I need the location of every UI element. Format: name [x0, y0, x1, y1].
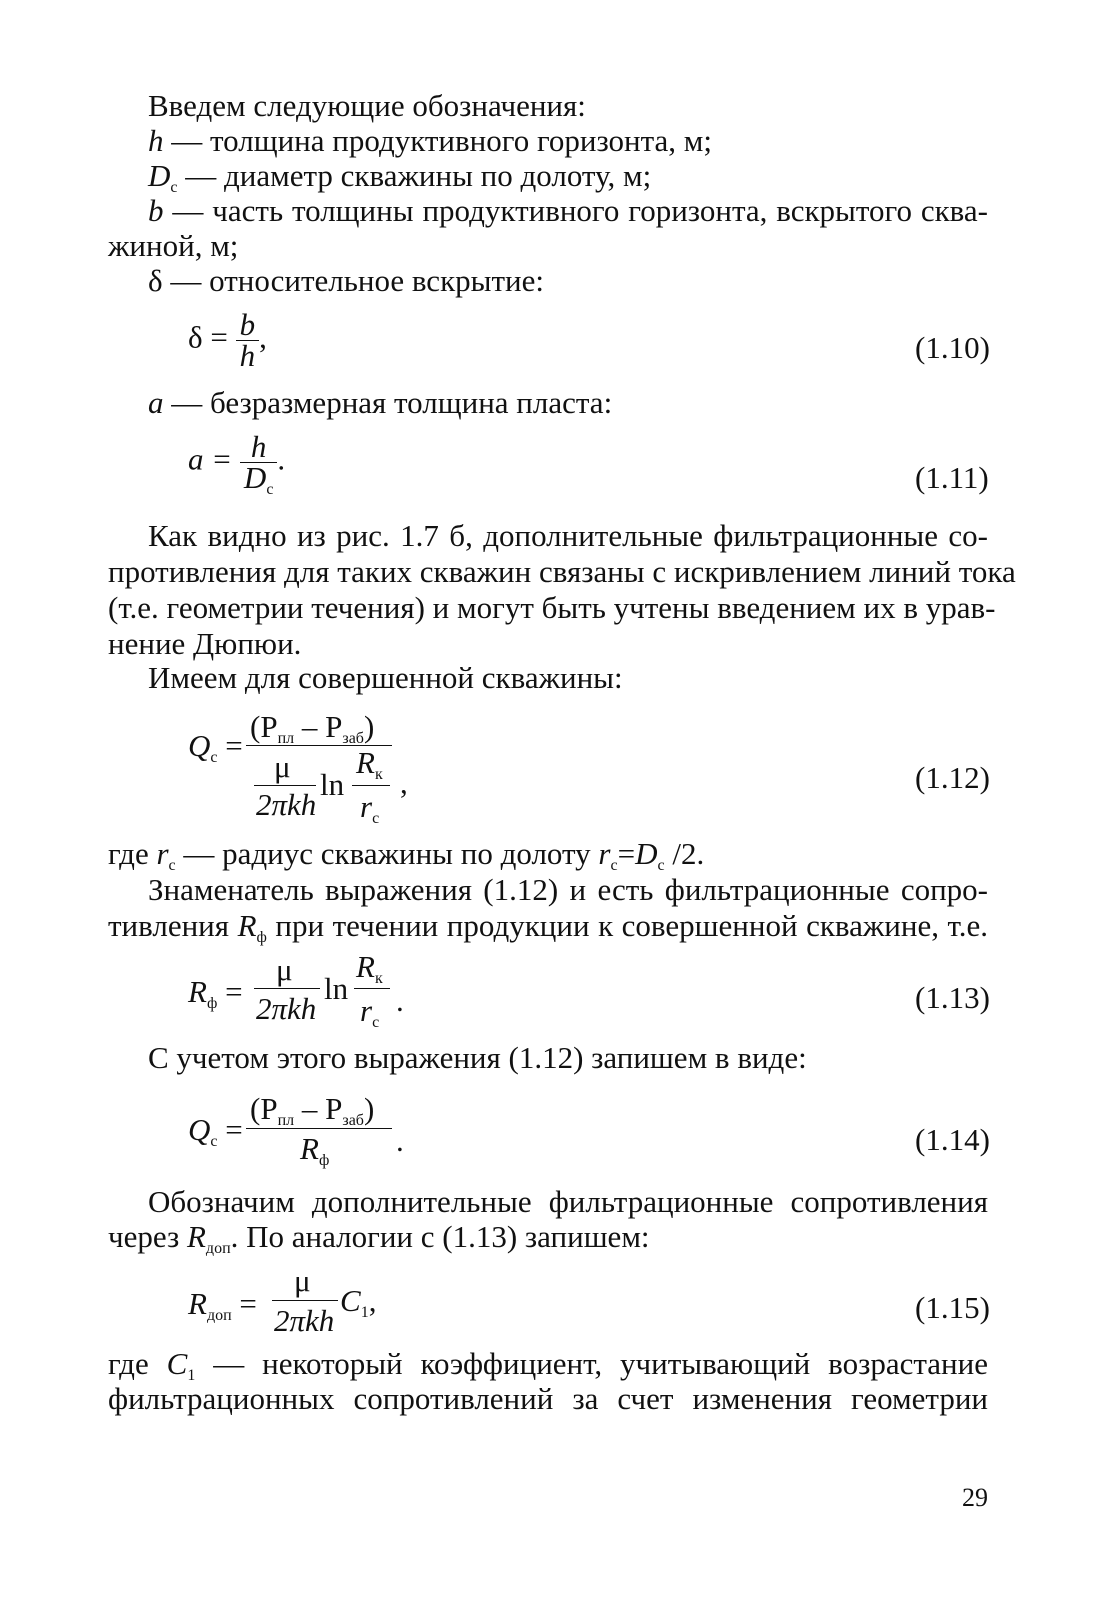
equation-number-1-15: (1.15) — [915, 1290, 990, 1325]
definition-a-text: — безразмерная толщина пласта: — [163, 385, 613, 420]
equation-1-11 — [188, 429, 286, 498]
paragraph-2: Имеем для совершенной скважины: — [148, 660, 623, 695]
eq113-2pikh: 2πkh — [256, 991, 317, 1026]
eq111-fraction — [240, 429, 278, 498]
definition-b-text-1: — часть толщины продуктивного горизонта, вскрытого сква- — [163, 193, 988, 228]
paragraph-5-line-2: через $R_{доп}$. По аналогии с (1.13) запишем: — [108, 1219, 650, 1257]
eq115-mu: μ — [294, 1263, 311, 1298]
eq113-rc: $r_c$ — [360, 993, 380, 1031]
equation-number-1-10: (1.10) — [915, 330, 990, 365]
paragraph-1-line-3: (т.е. геометрии течения) и могут быть учтены введением их в урав- — [108, 590, 996, 625]
eq113-ln: ln — [324, 971, 349, 1006]
symbol-dc-sub: с — [170, 179, 178, 196]
eq114-lhs: $Q_c$ = — [188, 1112, 243, 1150]
intro-line: Введем следующие обозначения: — [148, 88, 586, 123]
eq112-rc: $r_c$ — [360, 789, 380, 827]
eq113-rk: $R_к$ — [356, 949, 383, 987]
definition-delta: δ — относительное вскрытие: — [148, 263, 544, 298]
eq112-rk: $R_к$ — [356, 745, 383, 783]
paragraph-3-line-2: тивления $R_ф$ при течении продукции к совершенной скважине, т.е. — [108, 908, 988, 946]
equation-number-1-14: (1.14) — [915, 1122, 990, 1157]
eq112-tail: , — [400, 765, 408, 800]
equation-number-1-11: (1.11) — [915, 460, 989, 495]
paragraph-5-line-1: Обозначим дополнительные фильтрационные сопротивления — [148, 1184, 988, 1219]
eq111-lhs: a = — [188, 441, 233, 477]
symbol-b: b — [148, 193, 164, 228]
paragraph-6-line-2: фильтрационных сопротивлений за счет изменения геометрии — [108, 1381, 988, 1416]
eq112-numerator: $(P_{пл} - P_{заб})$ — [250, 709, 375, 747]
definition-h — [148, 123, 712, 159]
eq113-tail: . — [396, 983, 404, 1018]
eq115-lhs: $R_{доп}$ = — [188, 1286, 257, 1324]
definition-dc — [148, 158, 651, 194]
eq110-fraction — [236, 307, 260, 373]
eq111-tail: . — [277, 441, 286, 477]
eq112-2pikh: 2πkh — [256, 787, 317, 822]
eq112-mu-bar — [254, 785, 316, 786]
paragraph-1-line-2: противления для таких скважин связаны с искривлением линий тока — [108, 554, 1016, 589]
eq115-c: $C_1$, — [340, 1283, 377, 1321]
eq113-lhs: $R_ф$ = — [188, 974, 243, 1012]
paragraph-6-line-1: где $C_1$ — некоторый коэффициент, учитывающий возрастание — [108, 1346, 988, 1384]
eq112-mu: μ — [274, 749, 291, 784]
definition-dc-text: — диаметр скважины по долоту, м; — [177, 158, 652, 193]
eq112-lhs: $Q_c$ = — [188, 728, 243, 766]
symbol-h: h — [148, 123, 164, 158]
eq110-tail: , — [259, 319, 267, 355]
equation-number-1-13: (1.13) — [915, 980, 990, 1015]
eq110-denominator: h — [239, 338, 256, 373]
symbol-a: a — [148, 385, 164, 420]
eq115-bar — [272, 1300, 338, 1301]
eq110-lhs: δ = — [188, 319, 228, 355]
symbol-dc: D — [148, 158, 171, 193]
eq113-r-bar — [354, 988, 390, 989]
eq114-denominator: $R_ф$ — [300, 1131, 330, 1169]
eq110-numerator: b — [236, 310, 260, 341]
paragraph-1-line-1: Как видно из рис. 1.7 б, дополнительные фильтрационные со- — [148, 518, 988, 553]
paragraph-1-line-4: нение Дюпюи. — [108, 626, 302, 661]
eq114-numerator: $(P_{пл} - P_{заб})$ — [250, 1091, 375, 1129]
paragraph-3-line-1: Знаменатель выражения (1.12) и есть фильтрационные сопро- — [148, 872, 988, 907]
where-rc-line: где $r_с$ — радиус скважины по долоту $r_с=D_с$ /2. — [108, 836, 705, 874]
eq113-mu-bar — [254, 988, 320, 989]
page-number: 29 — [962, 1483, 988, 1512]
paragraph-4: С учетом этого выражения (1.12) запишем в виде: — [148, 1040, 807, 1075]
eq114-tail: . — [396, 1123, 404, 1158]
equation-1-10 — [188, 307, 267, 373]
eq115-2pikh: 2πkh — [274, 1303, 335, 1338]
eq112-ln: ln — [320, 767, 345, 802]
eq111-numerator: h — [240, 432, 278, 463]
definition-b-line2: жиной, м; — [108, 228, 239, 263]
definition-a — [148, 385, 612, 421]
equation-number-1-12: (1.12) — [915, 760, 990, 795]
eq114-bar — [246, 1128, 392, 1129]
eq112-r-bar — [352, 785, 390, 786]
eq113-mu: μ — [276, 952, 293, 987]
eq111-denominator: $D_с$ — [243, 460, 274, 498]
definition-h-text: — толщина продуктивного горизонта, м; — [163, 123, 713, 158]
definition-b-line1 — [148, 193, 988, 229]
